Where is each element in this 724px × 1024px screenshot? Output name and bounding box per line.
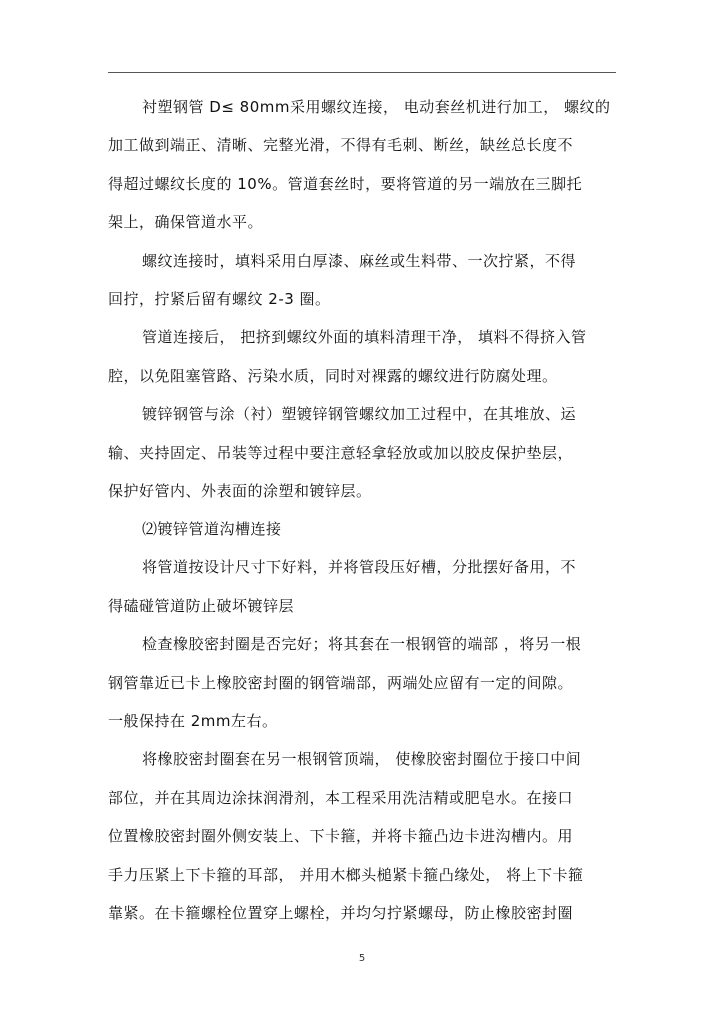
body-text-line: 部位，并在其周边涂抹润滑剂，本工程采用洗洁精或肥皂水。在接口 (108, 789, 574, 807)
body-text-line: 将橡胶密封圈套在另一根钢管顶端， 使橡胶密封圈位于接口中间 (142, 750, 582, 768)
header-rule (108, 72, 616, 73)
body-text-line: 保护好管内、外表面的涂塑和镀锌层。 (108, 482, 372, 500)
body-text-line: 靠紧。在卡箍螺栓位置穿上螺栓，并均匀拧紧螺母，防止橡胶密封圈 (108, 904, 574, 922)
body-text-line: 腔，以免阻塞管路、污染水质，同时对裸露的螺纹进行防腐处理。 (108, 367, 558, 385)
body-text-line: 位置橡胶密封圈外侧安装上、下卡箍，并将卡箍凸边卡进沟槽内。用 (108, 827, 574, 845)
body-text-line: 输、夹持固定、吊装等过程中要注意轻拿轻放或加以胶皮保护垫层， (108, 444, 574, 462)
body-text-line: 手力压紧上下卡箍的耳部， 并用木榔头槌紧卡箍凸缘处， 将上下卡箍 (108, 866, 584, 884)
body-text-line: 得超过螺纹长度的 10%。管道套丝时，要将管道的另一端放在三脚托 (108, 175, 583, 193)
body-text-line: 一般保持在 2mm左右。 (108, 712, 278, 730)
body-text-line: 镀锌钢管与涂（衬）塑镀锌钢管螺纹加工过程中，在其堆放、运 (142, 405, 577, 423)
body-text-line: 螺纹连接时，填料采用白厚漆、麻丝或生料带、一次拧紧，不得 (142, 252, 577, 270)
body-text-line: 将管道按设计尺寸下好料，并将管段压好槽，分批摆好备用，不 (142, 558, 577, 576)
body-text-line: 检查橡胶密封圈是否完好；将其套在一根钢管的端部 ，将另一根 (142, 635, 582, 653)
body-text-line: 加工做到端正、清晰、完整光滑，不得有毛刺、断丝，缺丝总长度不 (108, 136, 574, 154)
body-text-line: 钢管靠近已卡上橡胶密封圈的钢管端部，两端处应留有一定的间隙。 (108, 674, 574, 692)
page-number: 5 (358, 953, 366, 964)
section-heading: ⑵镀锌管道沟槽连接 (142, 520, 282, 538)
body-text-line: 管道连接后， 把挤到螺纹外面的填料清理干净， 填料不得挤入管 (142, 328, 587, 346)
body-text-line: 架上，确保管道水平。 (108, 213, 264, 231)
body-text-line: 衬塑钢管 D≤ 80mm采用螺纹连接， 电动套丝机进行加工， 螺纹的 (142, 98, 611, 116)
body-text-line: 回拧，拧紧后留有螺纹 2-3 圈。 (108, 290, 331, 308)
body-text-line: 得磕碰管道防止破坏镀锌层 (108, 597, 295, 615)
